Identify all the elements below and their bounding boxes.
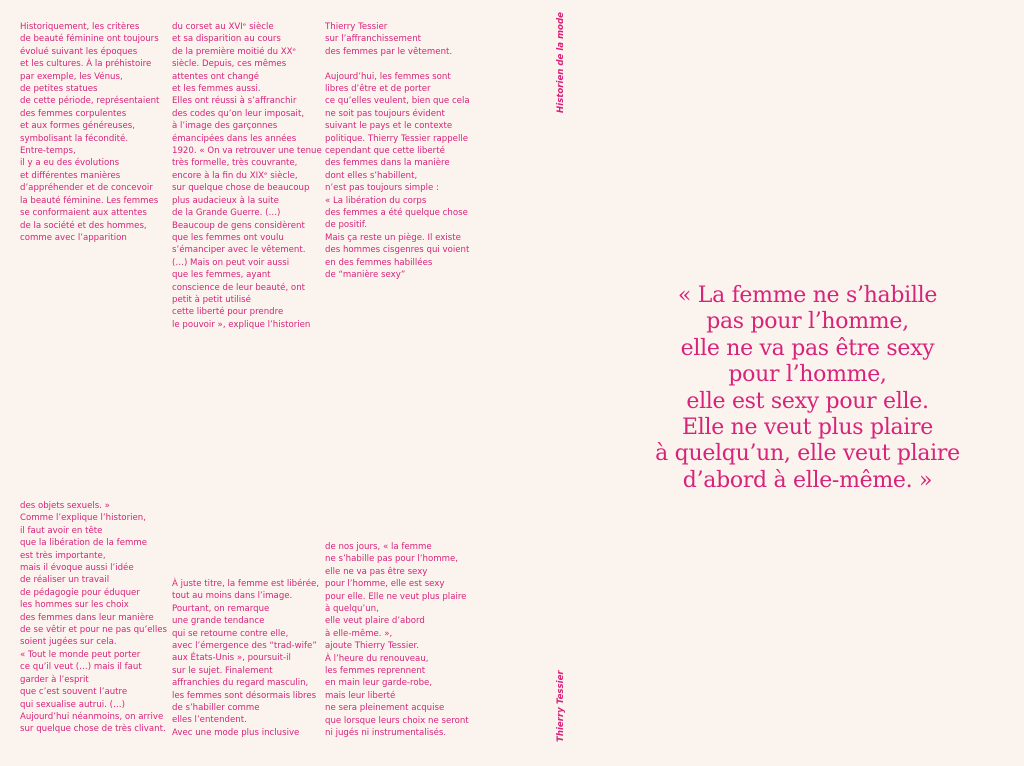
- text-line: n’est pas toujours simple :: [325, 183, 439, 194]
- text-line: à elle-même. »,: [325, 628, 393, 639]
- text-line: de la première moitié du XXᵉ: [172, 46, 297, 57]
- text-line: ce qu’il veut (…) mais il faut: [20, 662, 142, 673]
- text-line: qui sexualise autrui. (…): [20, 699, 125, 710]
- text-line: elles l’entendent.: [172, 715, 247, 726]
- text-line: Historiquement, les critères: [20, 22, 140, 32]
- text-line: tout au moins dans l’image.: [172, 591, 293, 602]
- text-line: se conformaient aux attentes: [20, 208, 147, 219]
- text-line: évolué suivant les époques: [20, 46, 138, 57]
- text-line: « La libération du corps: [325, 195, 427, 206]
- text-line: des femmes a été quelque chose: [325, 208, 468, 219]
- text-line: ce qu’elles veulent, bien que cela: [325, 96, 470, 107]
- text-line: des femmes dans leur manière: [20, 612, 154, 623]
- text-line: aux États-Unis », poursuit-il: [172, 653, 291, 664]
- text-line: siècle. Depuis, ces mêmes: [172, 59, 287, 70]
- text-line: la beauté féminine. Les femmes: [20, 195, 159, 206]
- text-line: symbolisant la fécondité.: [20, 133, 129, 144]
- text-line: pour l’homme, elle est sexy: [325, 579, 445, 590]
- text-line: des objets sexuels. »: [20, 501, 110, 511]
- text-line: de s’habiller comme: [172, 703, 260, 714]
- text-line: Avec une mode plus inclusive: [172, 727, 300, 738]
- text-line: il faut avoir en tête: [20, 525, 103, 536]
- text-line: et différentes manières: [20, 170, 121, 181]
- text-line: de la Grande Guerre. (…): [172, 208, 281, 219]
- text-line: le pouvoir », explique l’historien: [172, 319, 311, 330]
- text-line: de cette période, représentaient: [20, 96, 160, 107]
- text-line: de réaliser un travail: [20, 575, 110, 586]
- text-line: encore à la fin du XIXᵉ siècle,: [172, 170, 298, 181]
- text-line: de la société et des hommes,: [20, 220, 147, 231]
- text-line: Beaucoup de gens considèrent: [172, 220, 305, 231]
- text-line: de beauté féminine ont toujours: [20, 34, 159, 45]
- text-line: très formelle, très couvrante,: [172, 158, 298, 169]
- text-line: sur l’affranchissement: [325, 34, 422, 45]
- text-line: plus audacieux à la suite: [172, 195, 279, 206]
- text-line: et sa disparition au cours: [172, 34, 281, 45]
- text-line: des codes qu’on leur imposait,: [172, 108, 305, 119]
- text-line: et les cultures. À la préhistoire: [20, 59, 152, 70]
- text-line: les femmes sont désormais libres: [172, 690, 317, 701]
- text-line: en des femmes habillées: [325, 257, 433, 268]
- text-line: d’appréhender et de concevoir: [20, 183, 153, 194]
- text-line: (…) Mais on peut voir aussi: [172, 257, 290, 268]
- text-line: libres d’être et de porter: [325, 84, 431, 95]
- body-text-column-1: [20, 21, 159, 244]
- text-line: Pourtant, on remarque: [172, 603, 270, 614]
- text-line: dont elles s’habillent,: [325, 170, 418, 181]
- text-line: petit à petit utilisé: [172, 294, 251, 305]
- text-line: « Tout le monde peut porter: [20, 649, 141, 660]
- text-line: de se vêtir et pour ne pas qu’elles: [20, 625, 168, 636]
- text-line: que c’est souvent l’autre: [20, 687, 128, 698]
- text-line: soient jugées sur cela.: [20, 637, 117, 648]
- text-line: que les femmes, ayant: [172, 270, 271, 281]
- text-line: des hommes cisgenres qui voient: [325, 245, 470, 256]
- text-line: Elles ont réussi à s’affranchir: [172, 96, 297, 107]
- text-line: s’émanciper avec le vêtement.: [172, 245, 306, 256]
- text-line: de petites statues: [20, 84, 98, 95]
- text-line: Thierry Tessier: [325, 22, 388, 32]
- text-line: ni jugés ni instrumentalisés.: [325, 728, 447, 739]
- text-line: cette liberté pour prendre: [172, 307, 284, 318]
- text-line: avec l’émergence des “trad-wife”: [172, 641, 317, 652]
- text-line: conscience de leur beauté, ont: [172, 282, 306, 293]
- pull-quote-line: à quelqu’un, elle veut plaire: [655, 441, 960, 467]
- pull-quote-line: d’abord à elle-même. »: [682, 467, 933, 493]
- text-line: de “manière sexy”: [325, 270, 406, 281]
- text-line: que les femmes ont voulu: [172, 232, 284, 243]
- body-text-column-6: [325, 541, 469, 740]
- text-line: il y a eu des évolutions: [20, 158, 120, 169]
- text-line: les femmes reprennent: [325, 666, 426, 677]
- text-line: Mais ça reste un piège. Il existe: [325, 232, 461, 243]
- text-line: de positif.: [325, 220, 367, 231]
- text-line: comme avec l’apparition: [20, 232, 127, 243]
- text-line: que lorsque leurs choix ne seront: [325, 715, 469, 726]
- text-line: Comme l’explique l’historien,: [20, 513, 146, 524]
- text-line: sur quelque chose de beaucoup: [172, 183, 310, 194]
- text-line: suivant le pays et le contexte: [325, 121, 453, 132]
- text-line: sur le sujet. Finalement: [172, 665, 273, 676]
- text-line: Aujourd’hui néanmoins, on arrive: [20, 711, 164, 722]
- pull-quote-line: pour l’homme,: [728, 362, 887, 388]
- text-line: ne s’habille pas pour l’homme,: [325, 554, 458, 565]
- pull-quote-line: Elle ne veut plus plaire: [682, 415, 933, 441]
- text-line: ne sera pleinement acquise: [325, 703, 445, 714]
- text-line: à l’image des garçonnes: [172, 121, 278, 132]
- text-line: à quelqu’un,: [325, 604, 379, 615]
- text-line: de nos jours, « la femme: [325, 542, 432, 552]
- text-line: qui se retourne contre elle,: [172, 628, 289, 639]
- text-line: les hommes sur les choix: [20, 600, 129, 611]
- body-text-column-3: [325, 21, 470, 282]
- body-text-column-4: [20, 500, 167, 736]
- text-line: du corset au XVIᵉ siècle: [172, 22, 274, 32]
- pull-quote-line: elle ne va pas être sexy: [680, 335, 935, 361]
- text-line: À juste titre, la femme est libérée,: [172, 579, 320, 589]
- text-line: Aujourd’hui, les femmes sont: [325, 71, 451, 82]
- text-line: par exemple, les Vénus,: [20, 71, 123, 82]
- text-line: pour elle. Elle ne veut plus plaire: [325, 591, 467, 602]
- text-line: À l’heure du renouveau,: [325, 653, 429, 664]
- text-line: attentes ont changé: [172, 71, 260, 82]
- side-label-top: Historien de la mode: [556, 12, 566, 113]
- text-line: elle veut plaire d’abord: [325, 616, 425, 627]
- pull-quote: [610, 283, 1005, 494]
- text-line: et les femmes aussi.: [172, 84, 261, 95]
- text-line: [325, 58, 470, 70]
- text-line: ne soit pas toujours évident: [325, 108, 445, 119]
- text-line: cependant que cette liberté: [325, 146, 445, 157]
- text-line: mais leur liberté: [325, 690, 396, 701]
- text-line: que la libération de la femme: [20, 538, 148, 549]
- text-line: 1920. « On va retrouver une tenue: [172, 146, 322, 157]
- text-line: en main leur garde-robe,: [325, 678, 433, 689]
- text-line: des femmes corpulentes: [20, 108, 127, 119]
- body-text-column-2: [172, 21, 322, 331]
- text-line: de pédagogie pour éduquer: [20, 587, 140, 598]
- text-line: et aux formes généreuses,: [20, 121, 135, 132]
- text-line: des femmes par le vêtement.: [325, 46, 453, 57]
- text-line: elle ne va pas être sexy: [325, 566, 428, 577]
- text-line: des femmes dans la manière: [325, 158, 450, 169]
- pull-quote-line: pas pour l’homme,: [706, 309, 909, 335]
- text-line: une grande tendance: [172, 616, 265, 627]
- text-line: émancipées dans les années: [172, 133, 297, 144]
- text-line: garder à l’esprit: [20, 674, 89, 685]
- body-text-column-5: [172, 578, 319, 739]
- side-label-bottom: Thierry Tessier: [556, 670, 566, 742]
- text-line: Entre-temps,: [20, 146, 76, 157]
- text-line: politique. Thierry Tessier rappelle: [325, 133, 469, 144]
- text-line: mais il évoque aussi l’idée: [20, 563, 134, 574]
- pull-quote-line: « La femme ne s’habille: [677, 283, 938, 308]
- text-line: affranchies du regard masculin,: [172, 678, 309, 689]
- text-line: sur quelque chose de très clivant.: [20, 724, 166, 735]
- text-line: ajoute Thierry Tessier.: [325, 641, 420, 652]
- pull-quote-line: elle est sexy pour elle.: [686, 388, 929, 414]
- text-line: est très importante,: [20, 550, 106, 561]
